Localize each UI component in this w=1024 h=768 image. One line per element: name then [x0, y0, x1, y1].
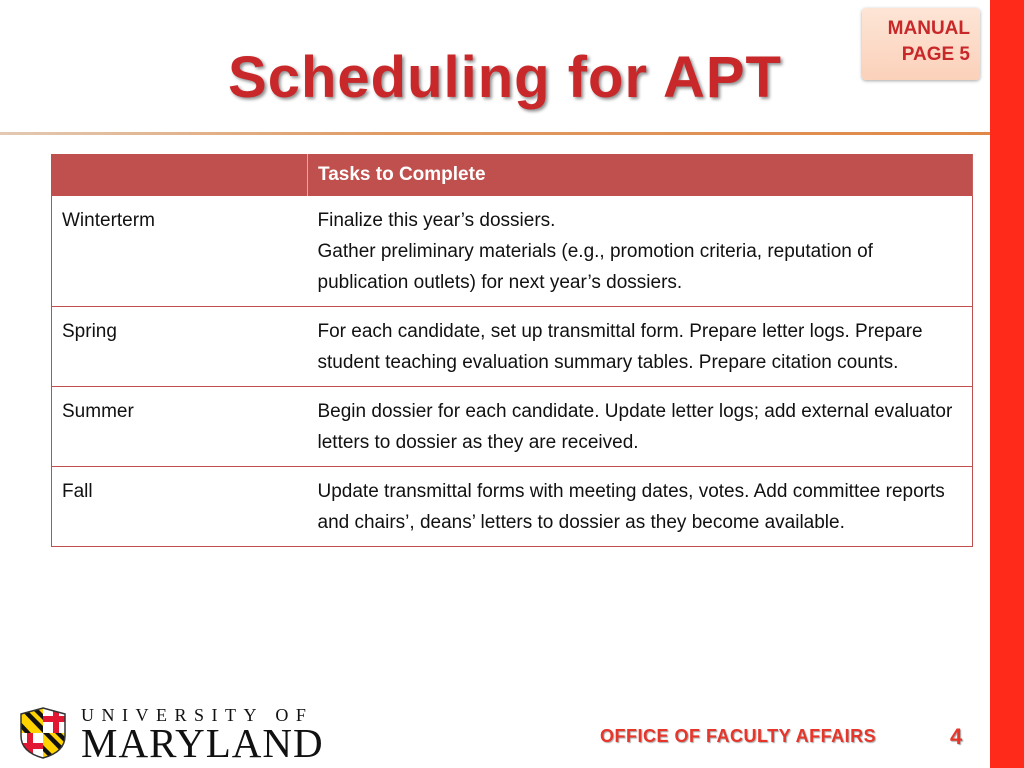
task-text: Gather preliminary materials (e.g., promotion criteria, reputation of publication outlets) for next year’s dossiers. [317, 241, 873, 293]
table-row [52, 387, 973, 467]
task-text: Begin dossier for each candidate. Update letter logs; add external evaluator letters to dossier as they are received. [317, 401, 953, 453]
header-tasks: Tasks to Complete [308, 154, 973, 196]
manual-badge-line2: PAGE 5 [901, 44, 970, 65]
term-cell: Summer [52, 387, 308, 467]
term-cell: Winterterm [52, 196, 308, 307]
title-divider [0, 132, 990, 135]
table-row [52, 467, 973, 547]
term-cell: Fall [52, 467, 308, 547]
table-row [52, 196, 973, 307]
logo-maryland: MARYLAND [81, 720, 324, 766]
tasks-cell [308, 387, 973, 467]
task-text: Update transmittal forms with meeting dates, votes. Add committee reports and chairs’, deans’ letters to dossier as they become available. [317, 481, 945, 533]
logo-university-of: UNIVERSITY OF [81, 705, 314, 725]
manual-badge-line1: MANUAL [887, 18, 970, 39]
table-header-row [52, 154, 973, 196]
tasks-cell [308, 307, 973, 387]
tasks-cell [308, 467, 973, 547]
table-row [52, 307, 973, 387]
manual-page-badge [862, 8, 980, 80]
maryland-flag-icon [17, 706, 69, 760]
task-text: For each candidate, set up transmittal form. Prepare letter logs. Prepare student teaching evaluation summary tables. Prepare citation counts. [317, 321, 923, 373]
header-term [52, 154, 308, 196]
term-cell: Spring [52, 307, 308, 387]
university-logo [17, 704, 327, 766]
right-accent-bar [990, 0, 1024, 768]
office-name: OFFICE OF FACULTY AFFAIRS [600, 726, 877, 746]
page-number: 4 [950, 724, 963, 749]
schedule-table [51, 154, 973, 547]
slide-title: Scheduling for APT [228, 45, 782, 110]
tasks-cell [308, 196, 973, 307]
task-text: Finalize this year’s dossiers. [317, 210, 556, 231]
